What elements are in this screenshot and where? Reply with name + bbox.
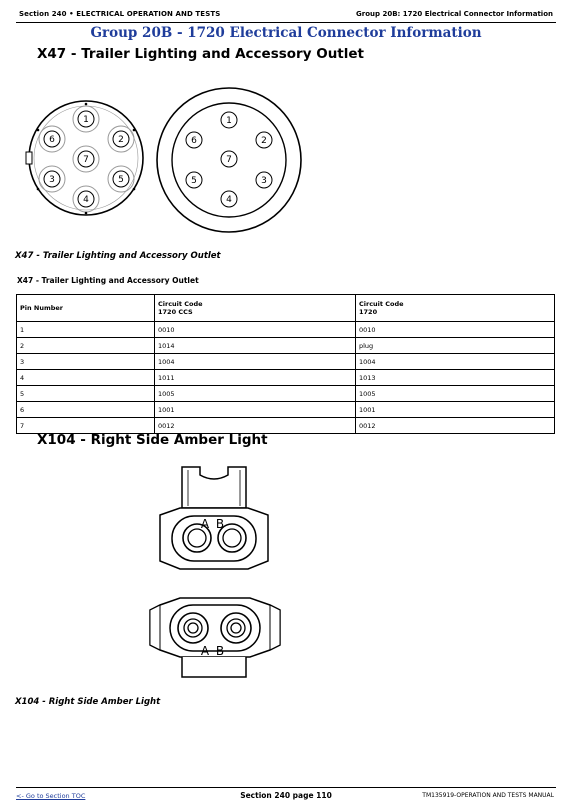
cell-pin: 3	[17, 354, 155, 370]
x47-large-pin-4: 4	[226, 195, 232, 205]
x47-small-pin-2: 2	[118, 135, 124, 145]
group-title: Group 20B - 1720 Electrical Connector Information	[90, 25, 482, 41]
x104-title: X104 - Right Side Amber Light	[37, 432, 268, 448]
table-header-row	[17, 295, 555, 322]
cell-1720-code: 1013	[356, 370, 555, 386]
x104-bottom-label-b: B	[215, 644, 225, 658]
page-number: Section 240 page 110	[240, 791, 332, 800]
cell-ccs-code: 0012	[155, 418, 356, 434]
x47-small-pin-1: 1	[83, 115, 89, 125]
manual-id: TM135919-OPERATION AND TESTS MANUAL	[422, 792, 554, 799]
cell-1720-code: 0012	[356, 418, 555, 434]
pin-table	[16, 294, 555, 434]
cell-ccs-code: 1005	[155, 386, 356, 402]
x47-large-pin-6: 6	[191, 136, 197, 146]
cell-ccs-code: 1011	[155, 370, 356, 386]
cell-pin: 1	[17, 322, 155, 338]
x47-title: X47 - Trailer Lighting and Accessory Outlet	[37, 46, 364, 62]
x47-large-pin-3: 3	[261, 176, 267, 186]
footer-divider	[16, 787, 556, 788]
cell-ccs-code: 0010	[155, 322, 356, 338]
cell-1720-code: 1005	[356, 386, 555, 402]
group-header: Group 20B: 1720 Electrical Connector Information	[356, 10, 553, 18]
x47-large-pin-1: 1	[226, 116, 232, 126]
section-toc-link[interactable]: <- Go to Section TOC	[16, 792, 86, 800]
table-row	[17, 338, 555, 354]
x47-small-pin-4: 4	[83, 195, 89, 205]
table-row	[17, 370, 555, 386]
x104-caption: X104 - Right Side Amber Light	[15, 697, 161, 707]
x47-caption: X47 - Trailer Lighting and Accessory Outlet	[15, 251, 221, 261]
cell-1720-code: 0010	[356, 322, 555, 338]
cell-1720-code: plug	[356, 338, 555, 354]
cell-pin: 7	[17, 418, 155, 434]
cell-pin: 5	[17, 386, 155, 402]
x47-large-pin-2: 2	[261, 136, 267, 146]
table-row	[17, 354, 555, 370]
x47-large-pin-5: 5	[191, 176, 197, 186]
cell-pin: 4	[17, 370, 155, 386]
cell-ccs-code: 1014	[155, 338, 356, 354]
cell-1720-code: 1004	[356, 354, 555, 370]
section-header: Section 240 • ELECTRICAL OPERATION AND TESTS	[19, 10, 221, 18]
cell-ccs-code: 1001	[155, 402, 356, 418]
x104-bottom-label-a: A	[200, 644, 210, 658]
x47-small-pin-3: 3	[49, 175, 55, 185]
x47-small-pin-6: 6	[49, 135, 55, 145]
x104-top-label-b: B	[215, 517, 225, 531]
cell-1720-code: 1001	[356, 402, 555, 418]
cell-ccs-code: 1004	[155, 354, 356, 370]
x104-top-label-a: A	[200, 517, 210, 531]
x47-large-pin-7: 7	[226, 155, 232, 165]
table-row	[17, 322, 555, 338]
cell-pin: 2	[17, 338, 155, 354]
x47-small-pin-5: 5	[118, 175, 124, 185]
header-circuit-code-1720: Circuit Code 1720	[356, 295, 555, 322]
header-pin-number: Pin Number	[17, 295, 155, 322]
table-title: X47 - Trailer Lighting and Accessory Outlet	[17, 276, 199, 285]
table-row	[17, 386, 555, 402]
header-circuit-code-ccs: Circuit Code 1720 CCS	[155, 295, 356, 322]
x47-small-pin-7: 7	[83, 155, 89, 165]
table-row	[17, 402, 555, 418]
cell-pin: 6	[17, 402, 155, 418]
